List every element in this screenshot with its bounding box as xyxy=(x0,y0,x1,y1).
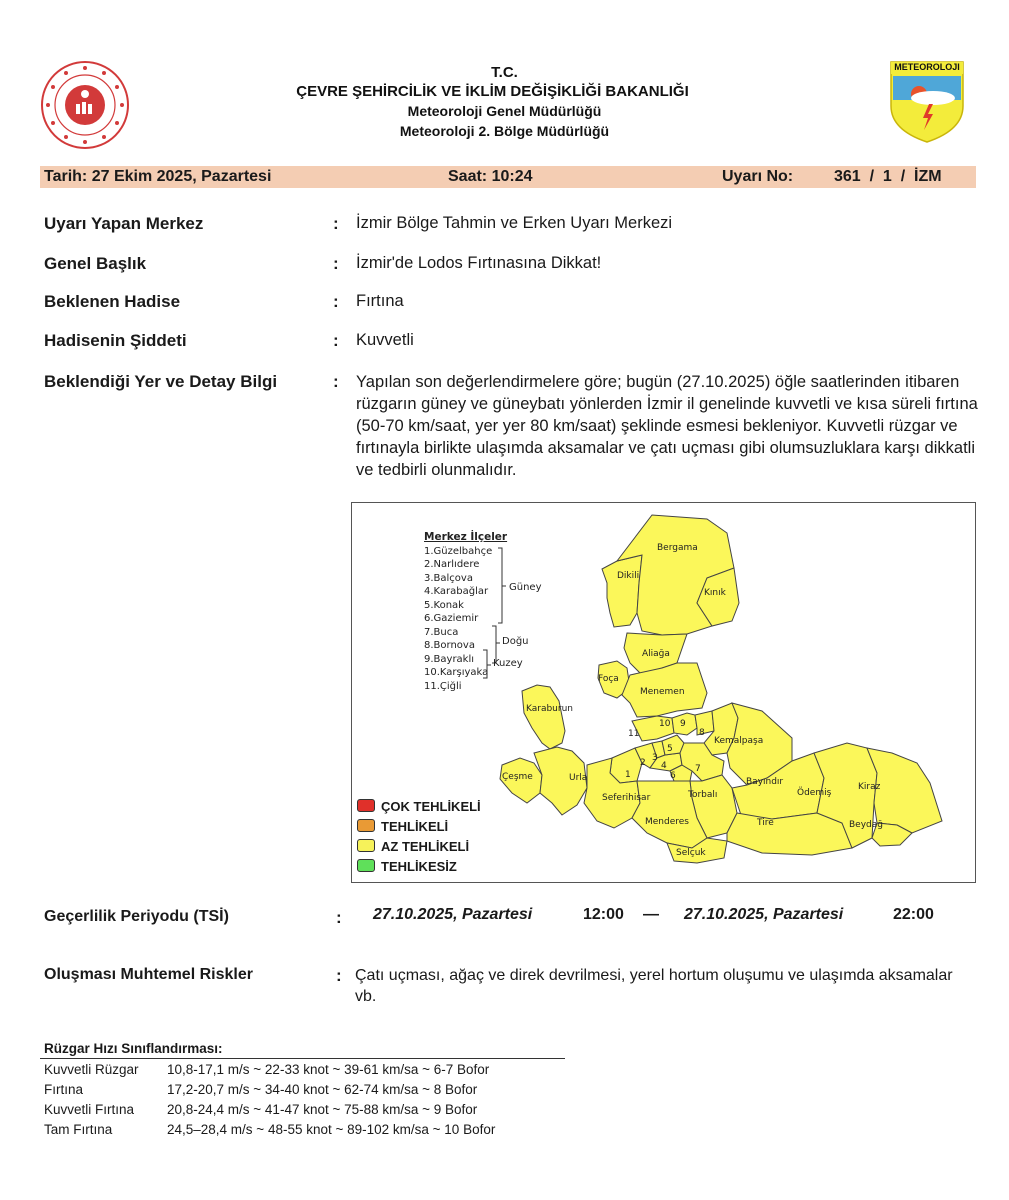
group-label-south: Güney xyxy=(509,582,542,593)
risks-label: Oluşması Muhtemel Riskler xyxy=(44,966,253,983)
central-district-item: 2.Narlıdere xyxy=(424,559,480,570)
risks-value: Çatı uçması, ağaç ve direk devrilmesi, yerel hortum oluşumu ve ulaşımda aksamalar vb. xyxy=(355,967,953,1005)
field-label-severity: Hadisenin Şiddeti xyxy=(44,331,187,350)
district-label-menderes: Menderes xyxy=(645,817,689,827)
district-label-torbali: Torbalı xyxy=(688,790,718,800)
district-dikili xyxy=(602,555,642,627)
district-karaburun xyxy=(522,685,565,749)
central-district-item: 5.Konak xyxy=(424,599,464,611)
risk-label: TEHLİKELİ xyxy=(381,819,449,834)
central-district-item: 11.Çiğli xyxy=(424,680,462,692)
wind-row-name: Fırtına xyxy=(44,1082,84,1097)
district-number-8: 8 xyxy=(699,728,705,738)
central-district-item: 6.Gaziemir xyxy=(424,613,479,624)
district-number-6: 6 xyxy=(670,771,676,781)
wind-row xyxy=(44,1062,489,1077)
time-text: Saat: 10:24 xyxy=(448,168,533,185)
risk-label: ÇOK TEHLİKELİ xyxy=(381,799,481,814)
wind-row-value: 20,8-24,4 m/s ~ 41-47 knot ~ 75-88 km/sa ~ 9 Bofor xyxy=(167,1102,478,1117)
central-district-item: 3.Balçova xyxy=(424,572,473,584)
group-label-north: Kuzey xyxy=(493,658,523,669)
district-label-foca: Foça xyxy=(598,674,619,684)
district-number-7: 7 xyxy=(695,764,701,774)
district-number-10: 10 xyxy=(659,719,671,729)
district-number-4: 4 xyxy=(661,761,667,771)
risk-label: AZ TEHLİKELİ xyxy=(381,839,470,854)
district-label-bayindir: Bayındır xyxy=(746,777,784,787)
district-label-tire: Tire xyxy=(757,818,774,828)
wind-row-name: Tam Fırtına xyxy=(44,1122,113,1137)
field-value-center: İzmir Bölge Tahmin ve Erken Uyarı Merkezi xyxy=(356,214,673,232)
field-value-title: İzmir'de Lodos Fırtınasına Dikkat! xyxy=(356,254,602,272)
field-label-detail: Beklendiği Yer ve Detay Bilgi xyxy=(44,372,278,391)
wind-row-value: 10,8-17,1 m/s ~ 22-33 knot ~ 39-61 km/sa ~ 6-7 Bofor xyxy=(167,1062,490,1077)
colon: : xyxy=(333,372,339,391)
meteoroloji-logo-text: METEOROLOJI xyxy=(894,62,960,72)
header-tc: T.C. xyxy=(491,64,518,81)
warning-no-value: 361 / 1 / İZM xyxy=(834,168,942,185)
validity-label: Geçerlilik Periyodu (TSİ) xyxy=(44,908,229,925)
wind-classification-divider xyxy=(40,1058,565,1059)
wind-row-name: Kuvvetli Rüzgar xyxy=(44,1062,139,1077)
header-directorate: Meteoroloji Genel Müdürlüğü xyxy=(407,103,602,119)
central-districts-title: Merkez İlçeler xyxy=(424,531,508,543)
district-label-dikili: Dikili xyxy=(617,571,640,581)
district-label-selcuk: Selçuk xyxy=(676,848,706,858)
info-band xyxy=(40,166,976,188)
district-label-seferihisar: Seferihisar xyxy=(602,793,651,803)
wind-row xyxy=(44,1082,477,1097)
central-district-item: 8.Bornova xyxy=(424,640,475,651)
warning-map xyxy=(351,502,976,883)
district-label-bergama: Bergama xyxy=(657,543,698,553)
district-label-kiraz: Kiraz xyxy=(858,782,881,792)
district-label-odemis: Ödemiş xyxy=(797,788,832,798)
central-district-item: 9.Bayraklı xyxy=(424,653,475,665)
district-shapes xyxy=(500,515,942,863)
colon: : xyxy=(336,966,342,985)
field-value-event: Fırtına xyxy=(356,292,404,310)
field-value-detail: Yapılan son değerlendirmelere göre; bugün (27.10.2025) öğle saatlerinden itibaren rüzgarın güney ve güneybatı yönlerden İzmir il genelinde kuvvetli ve kısa süreli fırtına (50-70 km/saat, yer yer 80 km/saat) şeklinde esmesi bekleniyor. Kuvvetli rüzgar ve fırtınayla birlikte ulaşımda aksamalar ve çatı uçması gibi olumsuzluklara karşı dikkatli ve tedbirli olunmalıdır. xyxy=(356,373,978,479)
district-number-2: 2 xyxy=(640,758,646,768)
red-swatch-icon xyxy=(357,799,375,812)
district-number-5: 5 xyxy=(667,744,673,754)
colon: : xyxy=(333,292,339,311)
wind-row xyxy=(44,1122,495,1137)
district-number-1: 1 xyxy=(625,770,631,780)
district-label-kemalpasa: Kemalpaşa xyxy=(714,736,764,746)
wind-row xyxy=(44,1102,477,1117)
field-label-event: Beklenen Hadise xyxy=(44,292,181,311)
date-text: Tarih: 27 Ekim 2025, Pazartesi xyxy=(44,168,272,185)
colon: : xyxy=(333,331,339,350)
validity-start-time: 12:00 xyxy=(583,906,624,923)
group-label-east: Doğu xyxy=(502,636,529,647)
risk-legend-dangerous xyxy=(357,819,448,834)
risk-label: TEHLİKESİZ xyxy=(381,859,457,874)
risk-legend-no-danger xyxy=(357,859,457,874)
district-label-cesme: Çeşme xyxy=(502,772,533,782)
central-district-item: 4.Karabağlar xyxy=(424,586,489,597)
district-label-beydag: Beydağ xyxy=(849,820,883,830)
field-label-center: Uyarı Yapan Merkez xyxy=(44,214,204,233)
validity-start-date: 27.10.2025, Pazartesi xyxy=(373,906,533,923)
colon: : xyxy=(336,908,342,927)
central-district-item: 7.Buca xyxy=(424,626,459,638)
central-district-item: 10.Karşıyaka xyxy=(424,667,489,678)
wind-row-name: Kuvvetli Fırtına xyxy=(44,1102,135,1117)
district-label-urla: Urla xyxy=(569,773,588,783)
district-label-karaburun: Karaburun xyxy=(526,704,573,714)
warning-no-label: Uyarı No: xyxy=(722,168,794,185)
district-number-11: 11 xyxy=(628,729,640,739)
central-district-item: 1.Güzelbahçe xyxy=(424,545,493,557)
risk-legend-low-danger xyxy=(357,839,469,854)
green-swatch-icon xyxy=(357,859,375,872)
wind-row-value: 17,2-20,7 m/s ~ 34-40 knot ~ 62-74 km/sa ~ 8 Bofor xyxy=(167,1082,478,1097)
validity-dash: — xyxy=(643,906,659,923)
district-number-3: 3 xyxy=(652,753,658,763)
header-region: Meteoroloji 2. Bölge Müdürlüğü xyxy=(399,123,610,139)
wind-classification-title: Rüzgar Hızı Sınıflandırması: xyxy=(44,1041,223,1056)
validity-end-date: 27.10.2025, Pazartesi xyxy=(684,906,844,923)
field-label-title: Genel Başlık xyxy=(44,254,147,273)
orange-swatch-icon xyxy=(357,819,375,832)
risk-legend-very-dangerous xyxy=(357,799,481,814)
district-label-aliaga: Aliağa xyxy=(642,649,670,659)
wind-row-value: 24,5–28,4 m/s ~ 48-55 knot ~ 89-102 km/sa ~ 10 Bofor xyxy=(167,1122,496,1137)
district-label-menemen: Menemen xyxy=(640,687,685,697)
colon: : xyxy=(333,254,339,273)
header-ministry: ÇEVRE ŞEHİRCİLİK VE İKLİM DEĞİŞİKLİĞİ BAKANLIĞI xyxy=(296,83,689,100)
field-value-severity: Kuvvetli xyxy=(356,331,414,349)
district-number-9: 9 xyxy=(680,719,686,729)
yellow-swatch-icon xyxy=(357,839,375,852)
district-label-kinik: Kınık xyxy=(704,588,726,598)
colon: : xyxy=(333,214,339,233)
validity-end-time: 22:00 xyxy=(893,906,934,923)
